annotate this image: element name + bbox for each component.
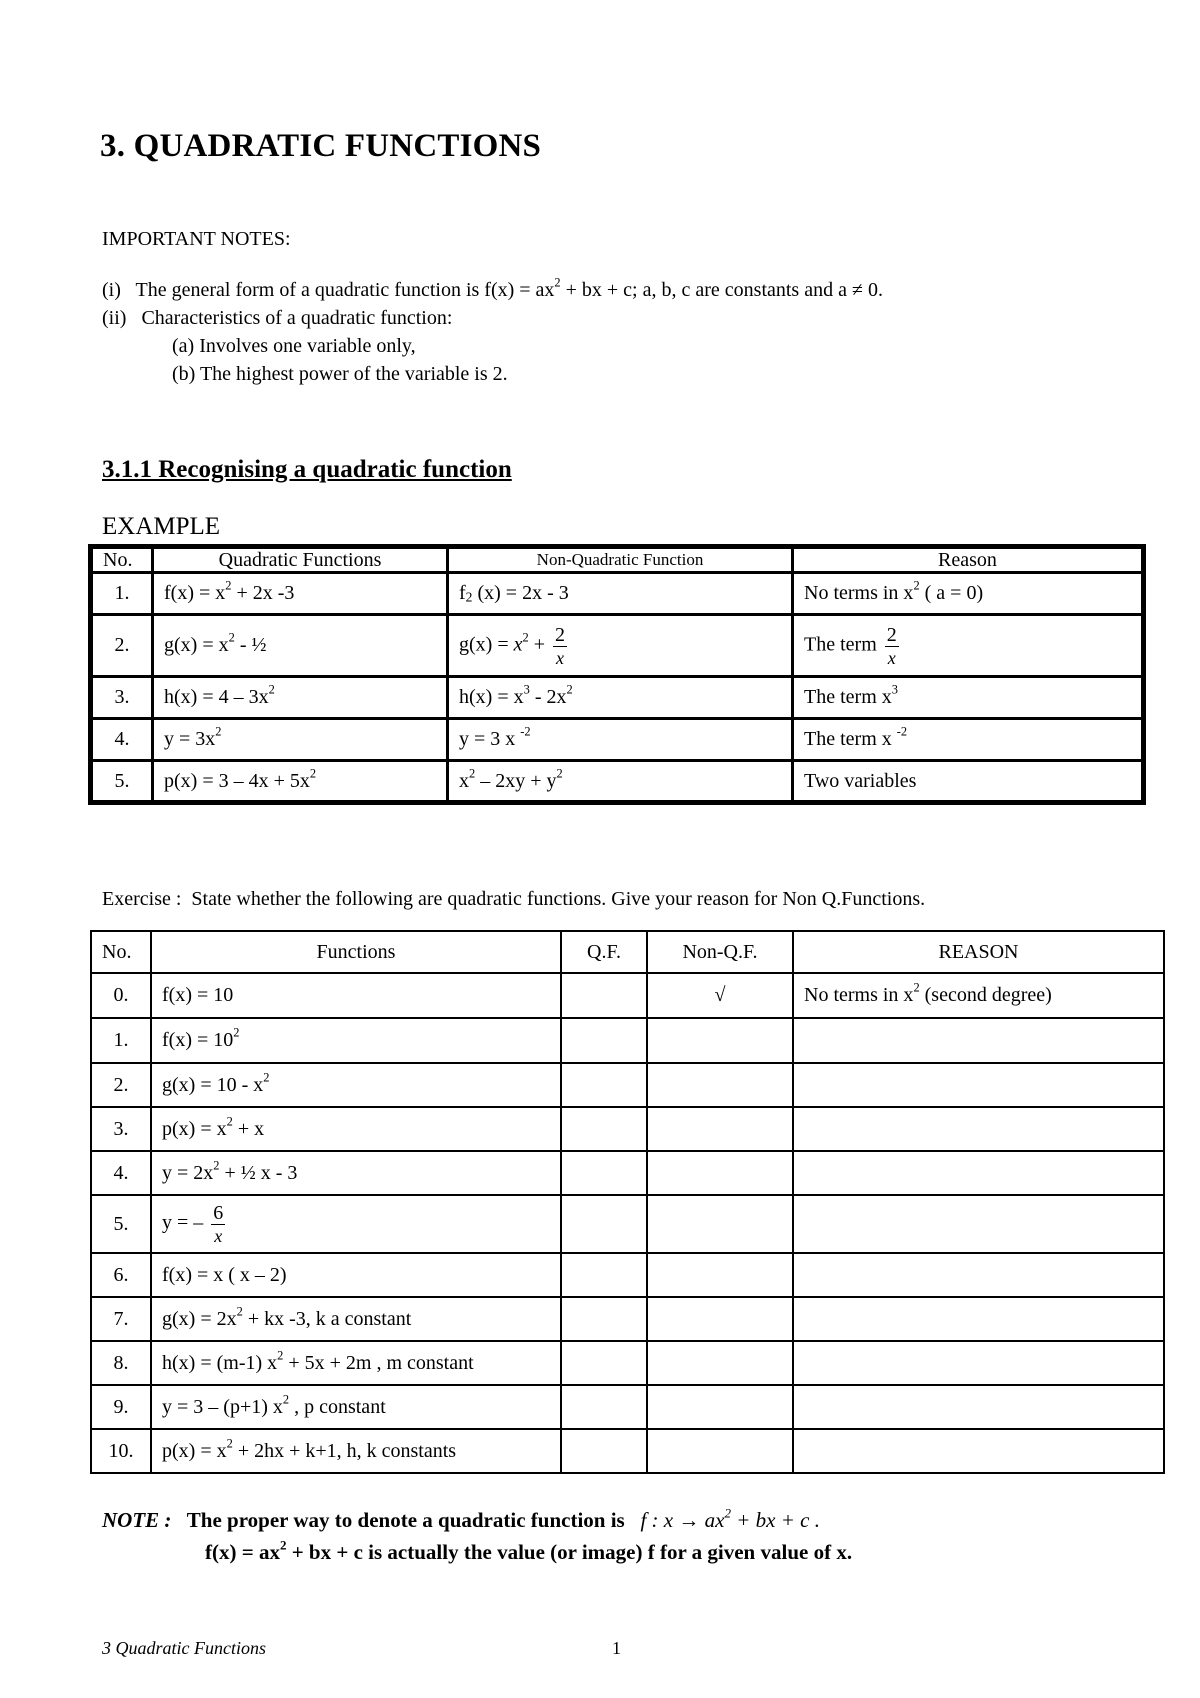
row-number: 1. [91, 1018, 151, 1063]
exercise-label: Exercise : [102, 888, 182, 910]
note-ii-b: (b) The highest power of the variable is 2. [172, 363, 508, 385]
reason-answer-cell[interactable] [793, 1385, 1164, 1429]
note-i [102, 275, 883, 302]
reason-answer-cell[interactable]: No terms in $x^2$ (second degree) [793, 973, 1164, 1018]
reason-answer-cell[interactable] [793, 1253, 1164, 1297]
table-row [91, 1107, 1164, 1151]
non-qf-answer-cell[interactable] [647, 1297, 793, 1341]
qf-answer-cell[interactable] [561, 973, 647, 1018]
note-text: The proper way to denote a quadratic function is [186, 1508, 625, 1532]
reason-answer-cell[interactable] [793, 1195, 1164, 1253]
non-qf-answer-cell[interactable] [647, 1151, 793, 1195]
row-number: 8. [91, 1341, 151, 1385]
example-table [88, 544, 1146, 805]
row-number: 4. [91, 719, 153, 761]
exercise-header-row [91, 931, 1164, 973]
non-qf-answer-cell[interactable] [647, 1341, 793, 1385]
qf-answer-cell[interactable] [561, 1018, 647, 1063]
qf-answer-cell[interactable] [561, 1107, 647, 1151]
table-row [91, 677, 1144, 719]
non-qf-answer-cell[interactable] [647, 1195, 793, 1253]
row-number: 4. [91, 1151, 151, 1195]
row-number: 0. [91, 973, 151, 1018]
qf-answer-cell[interactable] [561, 1429, 647, 1473]
quadratic-function: $p(x) = 3 - 4x + 5x^2$ [153, 761, 448, 803]
table-row [91, 1253, 1164, 1297]
reason-answer-cell[interactable] [793, 1429, 1164, 1473]
reason: Two variables [793, 761, 1144, 803]
quadratic-function: $f(x) = x^2 + 2x$ -3 [153, 573, 448, 615]
example-label: EXAMPLE [102, 513, 221, 540]
row-number: 10. [91, 1429, 151, 1473]
reason: The term $\frac{2}{x}$ [793, 615, 1144, 677]
check-mark-icon: √ [714, 984, 726, 1006]
qf-answer-cell[interactable] [561, 1063, 647, 1107]
reason: No terms in $x^2$ ( a = 0) [793, 573, 1144, 615]
non-qf-answer-cell[interactable] [647, 1385, 793, 1429]
qf-answer-cell[interactable] [561, 1253, 647, 1297]
row-number: 2. [91, 1063, 151, 1107]
table-row [91, 1429, 1164, 1473]
notes-heading: IMPORTANT NOTES: [102, 228, 291, 250]
function-cell: y = 3 – (p+1) $x^2$ , p constant [151, 1385, 561, 1429]
function-cell: h(x) = (m-1) $x^2 + 5x + 2m$ , m constant [151, 1341, 561, 1385]
non-quadratic-function: $g(x) = x^2$ + $\frac{2}{x}$ [448, 615, 793, 677]
row-number: 3. [91, 1107, 151, 1151]
row-number: 2. [91, 615, 153, 677]
non-qf-answer-cell[interactable] [647, 1018, 793, 1063]
qf-answer-cell[interactable] [561, 1385, 647, 1429]
non-qf-answer-cell[interactable] [647, 1063, 793, 1107]
note-label: NOTE : [102, 1508, 172, 1532]
function-cell: $f(x) = 10^2$ [151, 1018, 561, 1063]
header-no: No. [91, 547, 153, 573]
exercise-text: State whether the following are quadratic functions. Give your reason for Non Q.Functions. [191, 888, 926, 910]
non-quadratic-function: $f_2$ (x) = 2x - 3 [448, 573, 793, 615]
table-row [91, 573, 1144, 615]
non-qf-answer-cell[interactable] [647, 1429, 793, 1473]
header-non-qf: Non-Q.F. [647, 931, 793, 973]
table-row [91, 973, 1164, 1018]
row-number: 3. [91, 677, 153, 719]
reason: The term x $^{-2}$ [793, 719, 1144, 761]
table-row [91, 1297, 1164, 1341]
header-qf: Q.F. [561, 931, 647, 973]
note-line-1 [102, 1505, 820, 1533]
non-quadratic-function: $h(x) = x^3 - 2x^2$ [448, 677, 793, 719]
header-reason: REASON [793, 931, 1164, 973]
header-reason: Reason [793, 547, 1144, 573]
note-ii-text: Characteristics of a quadratic function: [141, 307, 453, 329]
note-line-2: $f(x) = ax^2$ + bx + c is actually the value (or image) f for a given value of x. [205, 1537, 853, 1564]
header-non-quadratic: Non-Quadratic Function [448, 547, 793, 573]
header-no: No. [91, 931, 151, 973]
row-number: 6. [91, 1253, 151, 1297]
function-cell: $g(x) = 10 - x^2$ [151, 1063, 561, 1107]
note-ii-number: (ii) [102, 307, 127, 329]
table-row [91, 615, 1144, 677]
reason-answer-cell[interactable] [793, 1107, 1164, 1151]
reason-answer-cell[interactable] [793, 1018, 1164, 1063]
page-number: 1 [612, 1638, 621, 1658]
row-number: 7. [91, 1297, 151, 1341]
reason-answer-cell[interactable] [793, 1151, 1164, 1195]
table-row [91, 1018, 1164, 1063]
non-qf-answer-cell[interactable] [647, 1253, 793, 1297]
table-row [91, 1151, 1164, 1195]
table-row [91, 1341, 1164, 1385]
table-row [91, 1195, 1164, 1253]
note-notation: f : $x \to ax^2$ + bx + c . [640, 1505, 820, 1532]
reason-answer-cell[interactable] [793, 1341, 1164, 1385]
function-cell: $p(x) = x^2 + 2hx + k+1$, h, k constants [151, 1429, 561, 1473]
function-cell: f(x) = x ( x – 2) [151, 1253, 561, 1297]
non-quadratic-function: $x^2 - 2xy + y^2$ [448, 761, 793, 803]
fraction: $\frac{6}{x}$ [213, 1202, 224, 1246]
function-cell: $p(x) = x^2 + x$ [151, 1107, 561, 1151]
quadratic-function: $h(x) = 4 - 3x^2$ [153, 677, 448, 719]
note-ii-a: (a) Involves one variable only, [172, 335, 416, 357]
note-i-text: The general form of a quadratic function is $f(x) = ax^2$ + bx + c; a, b, c are constants and a ≠ 0. [135, 275, 883, 301]
note-ii [102, 307, 452, 330]
header-quadratic: Quadratic Functions [153, 547, 448, 573]
exercise-instruction [102, 888, 925, 911]
page-title: 3. QUADRATIC FUNCTIONS [100, 128, 542, 164]
table-row [91, 719, 1144, 761]
function-cell: y = – $\frac{6}{x}$ [151, 1195, 561, 1253]
exercise-table [90, 930, 1165, 1474]
row-number: 1. [91, 573, 153, 615]
quadratic-function: $g(x) = x^2$ - ½ [153, 615, 448, 677]
row-number: 5. [91, 761, 153, 803]
reason-answer-cell[interactable] [793, 1297, 1164, 1341]
qf-answer-cell[interactable] [561, 1195, 647, 1253]
table-row [91, 1063, 1164, 1107]
row-number: 9. [91, 1385, 151, 1429]
table-row [91, 761, 1144, 803]
non-qf-answer-cell[interactable] [647, 973, 793, 1018]
function-cell: $g(x) = 2x^2$ + kx -3, k a constant [151, 1297, 561, 1341]
qf-answer-cell[interactable] [561, 1297, 647, 1341]
function-cell: f(x) = 10 [151, 973, 561, 1018]
table-row [91, 1385, 1164, 1429]
example-header-row [91, 547, 1144, 573]
note-i-number: (i) [102, 279, 121, 301]
header-functions: Functions [151, 931, 561, 973]
fraction: $\frac{2}{x}$ [886, 623, 897, 668]
fraction: $\frac{2}{x}$ [554, 623, 565, 668]
qf-answer-cell[interactable] [561, 1151, 647, 1195]
non-qf-answer-cell[interactable] [647, 1107, 793, 1151]
quadratic-function: $y = 3x^2$ [153, 719, 448, 761]
function-cell: $y = 2x^2$ + ½ x - 3 [151, 1151, 561, 1195]
qf-answer-cell[interactable] [561, 1341, 647, 1385]
reason-answer-cell[interactable] [793, 1063, 1164, 1107]
row-number: 5. [91, 1195, 151, 1253]
footer-chapter: 3 Quadratic Functions [102, 1638, 266, 1658]
non-quadratic-function: y = 3 x $^{-2}$ [448, 719, 793, 761]
reason: The term $x^3$ [793, 677, 1144, 719]
section-heading: 3.1.1 Recognising a quadratic function [102, 456, 512, 483]
